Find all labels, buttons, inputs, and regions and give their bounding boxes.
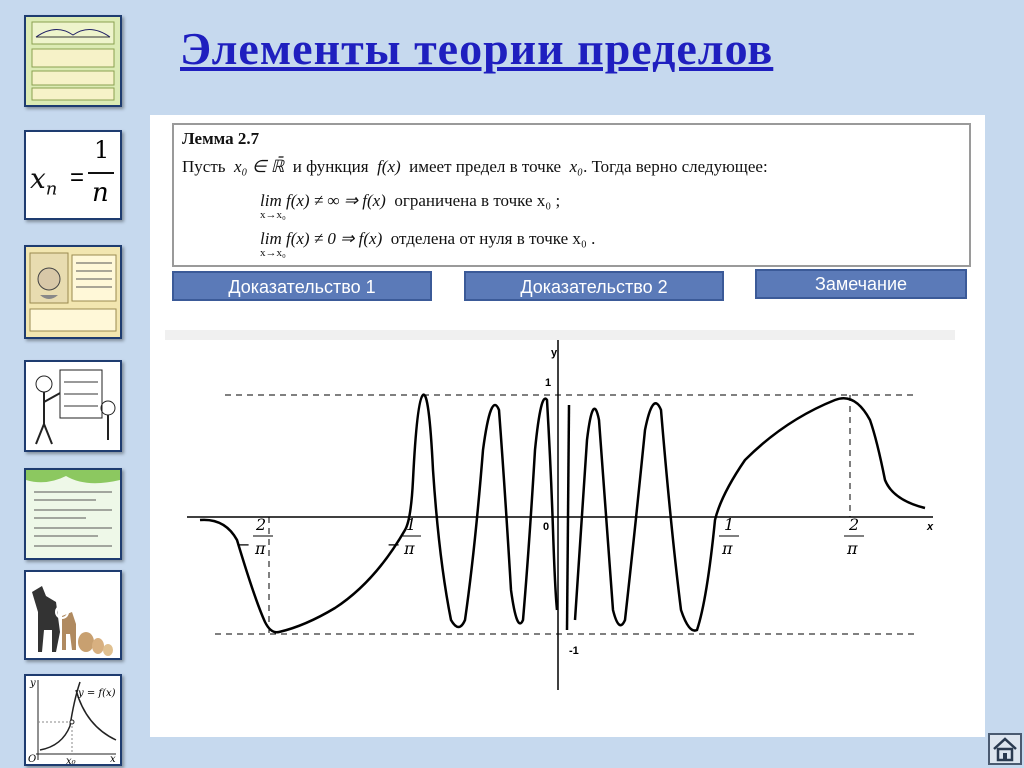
y-minus-one-label: -1 — [569, 645, 579, 657]
lim-subscript-1: x→x₀ — [260, 209, 286, 221]
neg-one-pi-num: 1 — [406, 515, 417, 534]
dogs-preview — [26, 572, 120, 658]
pos-one-pi-num: 1 — [724, 515, 735, 534]
function-curve-center — [567, 405, 569, 630]
thumb-graph-label: y = f(x) — [78, 688, 116, 699]
neg-one-pi-den: π — [404, 539, 415, 558]
fraction-bar — [88, 172, 114, 174]
lemma-condition-1: lim f(x) ≠ ∞ ⇒ f(x) ограничена в точке x₀ ; x→x₀ — [260, 191, 561, 221]
thumbnail-slide-2[interactable] — [24, 130, 122, 220]
home-button[interactable] — [988, 733, 1022, 765]
thumbnail-slide-7[interactable] — [24, 674, 122, 766]
y-axis-label: y — [551, 347, 558, 359]
function-graph — [155, 330, 975, 730]
function-curve-left — [200, 395, 557, 633]
function-graph-preview — [26, 676, 120, 764]
thumbnail-slide-5[interactable] — [24, 468, 122, 560]
page-title: Элементы теории пределов — [180, 23, 774, 74]
thumb-graph-o: O — [28, 754, 37, 764]
slide-preview-1 — [26, 17, 120, 105]
formula-lhs: $x_n$ — [30, 162, 58, 200]
thumbnail-slide-6[interactable] — [24, 570, 122, 660]
pos-two-pi-num: 2 — [849, 515, 860, 534]
thumbnail-slide-3[interactable] — [24, 245, 122, 339]
formula-num: 1 — [94, 136, 110, 164]
proof-2-button[interactable]: Доказательство 2 — [464, 271, 724, 301]
thumb-graph-x0: x₀ — [66, 756, 76, 764]
remark-button[interactable]: Замечание — [755, 269, 967, 299]
cartoon-preview — [26, 362, 120, 450]
function-curve-right — [575, 398, 925, 630]
formula-den: n — [92, 178, 109, 208]
neg-two-pi-den: π — [255, 539, 266, 558]
home-icon — [990, 735, 1020, 763]
portrait-preview — [26, 247, 120, 337]
lemma-statement: Пусть x₀ ∈ ℝ̄ и функция f(x) имеет предел в точке x₀. Тогда верно следующее: — [182, 157, 768, 176]
lemma-box — [172, 123, 971, 267]
origin-label: 0 — [543, 521, 550, 533]
lemma-heading: Лемма 2.7 — [182, 129, 260, 148]
proof-1-button[interactable]: Доказательство 1 — [172, 271, 432, 301]
document-preview — [26, 470, 120, 558]
x-axis-label: x — [927, 521, 934, 533]
neg-one-pi-minus: − — [387, 535, 401, 554]
thumb-graph-x: x — [110, 754, 116, 764]
thumb-graph-y: y — [30, 678, 36, 689]
neg-two-pi-num: 2 — [256, 515, 267, 534]
lemma-condition-2: lim f(x) ≠ 0 ⇒ f(x) отделена от нуля в точке x₀ . x→x₀ — [260, 229, 596, 259]
neg-two-pi-minus: − — [237, 535, 251, 554]
pos-one-pi-den: π — [722, 539, 733, 558]
formula-eq: = — [70, 164, 85, 191]
thumbnail-slide-1[interactable] — [24, 15, 122, 107]
thumbnail-slide-4[interactable] — [24, 360, 122, 452]
lim-subscript-2: x→x₀ — [260, 247, 286, 259]
y-one-label: 1 — [545, 377, 552, 389]
pos-two-pi-den: π — [847, 539, 858, 558]
